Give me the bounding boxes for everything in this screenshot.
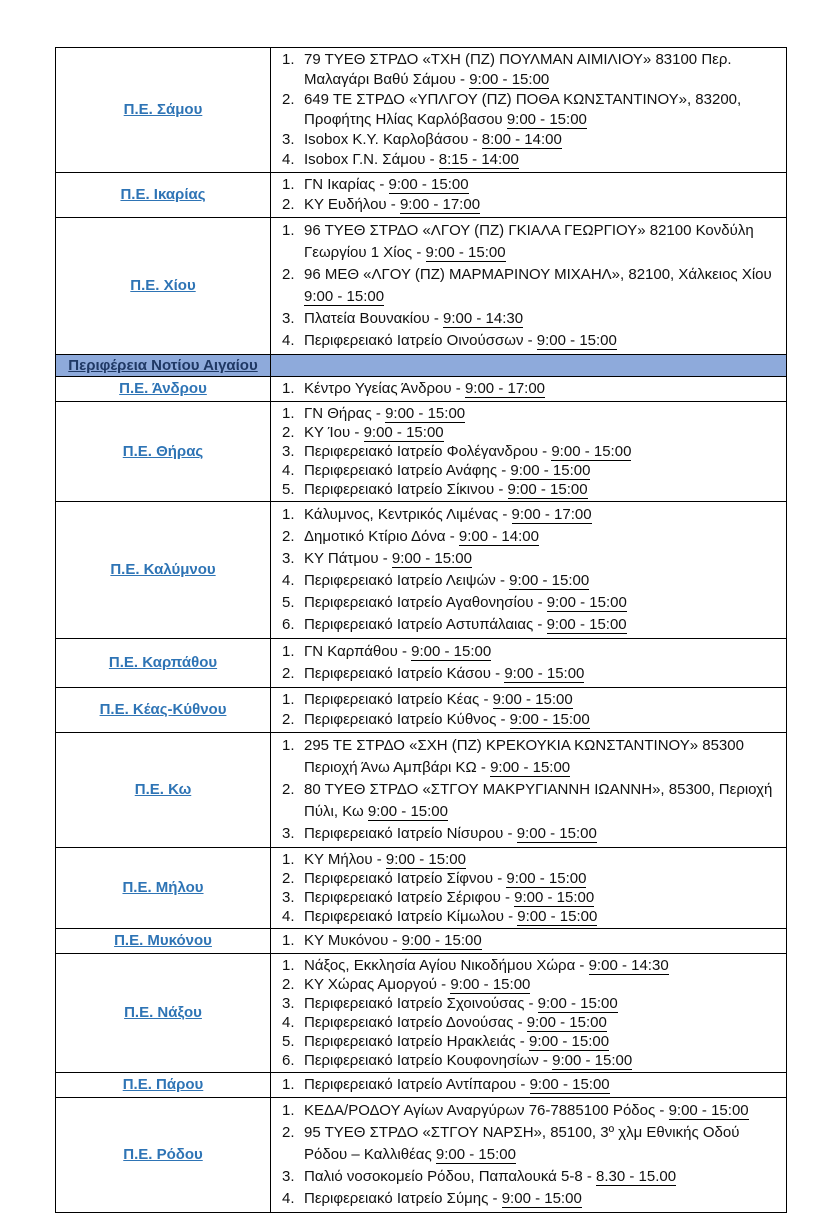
- facility-separator: -: [436, 976, 451, 993]
- facility-items-cell: [271, 639, 787, 688]
- facility-item: [304, 379, 780, 399]
- facility-items-cell: [271, 733, 787, 848]
- facility-hours: 9:00 - 15:00: [363, 424, 444, 441]
- facility-item: [304, 1122, 780, 1166]
- facility-name: Isobox Κ.Υ. Καρλοβάσου: [304, 131, 469, 148]
- facility-items-cell: [271, 688, 787, 733]
- facility-hours: 9:00 - 15:00: [551, 443, 632, 460]
- facility-separator: -: [350, 424, 364, 441]
- region-link[interactable]: Π.Ε. Σάμου: [123, 101, 203, 118]
- facility-name: Περιφερειακό Ιατρείο Σχοινούσας: [304, 995, 525, 1012]
- facility-name: ΓΝ Ικαρίας: [304, 176, 376, 193]
- region-link[interactable]: Π.Ε. Κέας-Κύθνου: [99, 701, 227, 718]
- facility-name: Περιφερειακό Ιατρείο Αστυπάλαιας: [304, 616, 534, 633]
- facility-item: [304, 869, 780, 888]
- facility-hours: 9:00 - 15:00: [552, 1052, 633, 1069]
- facility-item: [304, 779, 780, 823]
- facility-item: [304, 592, 780, 614]
- region-cell: [56, 848, 271, 929]
- facility-item: [304, 614, 780, 636]
- facility-hours: 9:00 - 15:00: [516, 825, 597, 842]
- facility-separator: -: [493, 870, 507, 887]
- facility-item: [304, 1166, 780, 1188]
- facility-separator: -: [468, 131, 482, 148]
- region-link[interactable]: Π.Ε. Ρόδου: [123, 1146, 203, 1163]
- region-row: [56, 48, 787, 173]
- facility-hours: 9:00 - 15:00: [450, 976, 531, 993]
- facility-name: ΚΥ Ευδήλου: [304, 196, 387, 213]
- region-link[interactable]: Π.Ε. Χίου: [130, 277, 196, 294]
- facility-hours: 8:15 - 14:00: [438, 151, 519, 168]
- facility-list: [271, 956, 780, 1070]
- facility-separator: -: [503, 908, 518, 925]
- facility-items-cell: [271, 848, 787, 929]
- region-link[interactable]: Π.Ε. Μυκόνου: [114, 932, 212, 949]
- facility-item: [304, 526, 780, 548]
- facility-hours: 9:00 - 15:00: [504, 665, 585, 682]
- facility-item: [304, 690, 780, 710]
- facility-separator: -: [495, 572, 510, 589]
- region-row: [56, 502, 787, 639]
- facility-item: [304, 1100, 780, 1122]
- facility-separator: -: [494, 481, 508, 498]
- facility-item: [304, 710, 780, 730]
- facility-separator: -: [655, 1102, 669, 1119]
- facility-name: Περιφερειακό Ιατρείο Σέριφου: [304, 889, 501, 906]
- facility-list: [271, 850, 780, 926]
- region-row: [56, 1073, 787, 1098]
- facility-item: [304, 850, 780, 869]
- region-link[interactable]: Π.Ε. Μήλου: [122, 879, 204, 896]
- facility-list: [271, 175, 780, 215]
- facility-list: [271, 1100, 780, 1210]
- facility-hours: 9:00 - 15:00: [401, 932, 482, 949]
- region-cell: [56, 733, 271, 848]
- facility-name: ΓΝ Καρπάθου: [304, 643, 398, 660]
- region-row: [56, 954, 787, 1073]
- facility-separator: -: [538, 1052, 553, 1069]
- facility-separator: -: [575, 957, 589, 974]
- facility-name: 649 ΤΕ ΣΤΡΔΟ «ΥΠΛΓΟΥ (ΠΖ) ΠΟΘΑ ΚΩΝΣΤΑΝΤΙΝΟΥ», 83200, Προφήτης Ηλίας Καρλόβασου: [304, 91, 742, 128]
- region-cell: [56, 48, 271, 173]
- facility-item: [304, 663, 780, 685]
- facility-item: [304, 570, 780, 592]
- facility-name: Περιφερειακό Ιατρείο Λειψών: [304, 572, 496, 589]
- facility-name: ΚΥ Μήλου: [304, 851, 373, 868]
- facility-separator: -: [378, 550, 392, 567]
- facility-item: [304, 264, 780, 308]
- region-link[interactable]: Π.Ε. Πάρου: [122, 1076, 204, 1093]
- facility-name: Περιφερειακό Ιατρείο Σίκινου: [304, 481, 495, 498]
- region-cell: [56, 377, 271, 402]
- facility-hours: 9:00 - 15:00: [517, 908, 598, 925]
- facility-item: [304, 735, 780, 779]
- facility-hours: 9:00 - 15:00: [385, 405, 466, 422]
- facility-name: ΚΥ Μυκόνου: [304, 932, 389, 949]
- facility-list: [271, 220, 780, 352]
- facility-hours: 9:00 - 15:00: [506, 870, 587, 887]
- region-link[interactable]: Π.Ε. Ικαρίας: [120, 186, 206, 203]
- facility-item: [304, 150, 780, 170]
- facility-name: Περιφερειακό Ιατρείο Φολέγανδρου: [304, 443, 538, 460]
- region-row: [56, 377, 787, 402]
- facility-item: [304, 1051, 780, 1070]
- facility-hours: 9:00 - 15:00: [529, 1076, 610, 1093]
- facility-separator: -: [397, 643, 412, 660]
- section-band-row: [56, 355, 787, 377]
- facility-name: Περιφερειακό Ιατρείο Αγαθονησίου: [304, 594, 534, 611]
- facility-hours: 9:00 - 15:00: [514, 889, 595, 906]
- facility-list: [271, 1075, 780, 1095]
- facility-name: Περιφερειακό Ιατρείο Ανάφης: [304, 462, 498, 479]
- facility-name: Περιφερειακό Ιατρείο Αντίπαρου: [304, 1076, 517, 1093]
- facility-list: [271, 641, 780, 685]
- facility-name: Περιφερειακό Ιατρείο Κίμωλου: [304, 908, 504, 925]
- facility-items-cell: [271, 954, 787, 1073]
- facility-item: [304, 175, 780, 195]
- facility-hours: 9:00 - 15:00: [425, 244, 506, 261]
- facility-hours: 9:00 - 15:00: [367, 803, 448, 820]
- facility-item: [304, 641, 780, 663]
- facility-separator: -: [516, 1076, 530, 1093]
- facility-name: Περιφερειακό Ιατρείο Σίφνου: [304, 870, 494, 887]
- facility-item: [304, 1075, 780, 1095]
- region-link[interactable]: Π.Ε. Κω: [134, 781, 192, 798]
- facility-separator: -: [412, 244, 426, 261]
- region-link[interactable]: Π.Ε. Άνδρου: [119, 380, 207, 397]
- facility-hours: 8:00 - 14:00: [481, 131, 562, 148]
- facility-separator: -: [533, 616, 547, 633]
- facility-name: Κάλυμνος, Κεντρικός Λιμένας: [304, 506, 499, 523]
- facility-name: ΚΕΔΑ/ΡΟΔΟΥ Αγίων Αναργύρων 76-7885100 Ρόδος: [304, 1102, 656, 1119]
- facility-item: [304, 90, 780, 130]
- facility-separator: -: [582, 1168, 597, 1185]
- facility-item: [304, 1188, 780, 1210]
- facility-list: [271, 931, 780, 951]
- facility-hours: 9:00 - 15:00: [546, 616, 627, 633]
- facility-item: [304, 50, 780, 90]
- facility-list: [271, 735, 780, 845]
- facility-item: [304, 994, 780, 1013]
- facility-separator: -: [513, 1014, 527, 1031]
- facility-hours: 9:00 - 15:00: [537, 995, 618, 1012]
- region-row: [56, 639, 787, 688]
- facility-items-cell: [271, 173, 787, 218]
- facility-separator: -: [500, 889, 515, 906]
- facility-item: [304, 975, 780, 994]
- facility-hours: 9:00 - 15:00: [385, 851, 466, 868]
- facility-separator: -: [538, 443, 552, 460]
- region-link[interactable]: Π.Ε. Καλύμνου: [110, 561, 216, 578]
- region-cell: [56, 402, 271, 502]
- facility-hours: 9:00 - 15:00: [507, 481, 588, 498]
- region-cell: [56, 929, 271, 954]
- facility-hours: 9:00 - 17:00: [511, 506, 592, 523]
- facility-separator: -: [503, 825, 517, 842]
- facility-hours: 9:00 - 15:00: [509, 711, 590, 728]
- region-row: [56, 848, 787, 929]
- facility-name: Περιφερειακό Ιατρείο Κάσου: [304, 665, 491, 682]
- facility-separator: -: [371, 405, 386, 422]
- section-band-spacer: [271, 355, 787, 377]
- facility-hours: 9:00 - 15:00: [435, 1146, 516, 1163]
- facility-hours: 9:00 - 15:00: [469, 71, 550, 88]
- facility-separator: -: [524, 995, 538, 1012]
- region-link[interactable]: Π.Ε. Νάξου: [124, 1004, 202, 1021]
- facilities-table-body: [56, 48, 787, 1213]
- facility-item: [304, 1013, 780, 1032]
- facility-hours: 9:00 - 17:00: [464, 380, 546, 397]
- facility-item: [304, 195, 780, 215]
- region-cell: [56, 688, 271, 733]
- region-link[interactable]: Π.Ε. Θήρας: [122, 442, 204, 460]
- facility-hours: 9:00 - 17:00: [399, 196, 481, 213]
- facility-name: Περιφερειακό Ιατρείο Ηρακλειάς: [304, 1033, 516, 1050]
- facility-items-cell: [271, 402, 787, 502]
- region-cell: [56, 954, 271, 1073]
- facility-separator: -: [445, 528, 459, 545]
- facility-name: Δημοτικό Κτίριο Δόνα: [304, 528, 446, 545]
- facility-item: [304, 423, 780, 442]
- facility-name: Περιφερειακό Ιατρείο Κέας: [304, 691, 480, 708]
- region-row: [56, 218, 787, 355]
- facility-item: [304, 823, 780, 845]
- facility-items-cell: [271, 1098, 787, 1213]
- region-cell: [56, 173, 271, 218]
- facility-list: [271, 690, 780, 730]
- facility-item: [304, 548, 780, 570]
- facility-separator: -: [496, 711, 510, 728]
- section-band-cell: [56, 355, 271, 377]
- facility-separator: -: [425, 151, 439, 168]
- facility-hours: 9:00 - 15:00: [501, 1190, 582, 1207]
- region-link[interactable]: Π.Ε. Καρπάθου: [108, 654, 218, 671]
- facility-item: [304, 130, 780, 150]
- facility-separator: -: [372, 851, 386, 868]
- facility-item: [304, 330, 780, 352]
- facility-hours: 9:00 - 15:00: [490, 759, 571, 776]
- facilities-table: [55, 47, 787, 1213]
- facility-hours: 9:00 - 15:00: [546, 594, 627, 611]
- facility-item: [304, 220, 780, 264]
- facility-items-cell: [271, 377, 787, 402]
- facility-name: ΚΥ Χώρας Αμοργού: [304, 976, 437, 993]
- region-cell: [56, 639, 271, 688]
- facility-item: [304, 1032, 780, 1051]
- facility-separator: -: [515, 1033, 529, 1050]
- facility-name: ΚΥ Πάτμου: [304, 550, 379, 567]
- facility-name: Περιφερειακό Ιατρείο Δονούσας: [304, 1014, 514, 1031]
- facility-separator: -: [429, 310, 444, 327]
- facility-list: [271, 379, 780, 399]
- facility-hours: 9:00 - 15:00: [536, 332, 617, 349]
- facility-separator: -: [488, 1190, 502, 1207]
- facility-name: 96 ΤΥΕΘ ΣΤΡΔΟ «ΛΓΟΥ (ΠΖ) ΓΚΙΑΛΑ ΓΕΩΡΓΙΟΥ» 82100 Κονδύλη Γεωργίου 1 Χίος: [304, 222, 754, 261]
- facility-hours: 9:00 - 15:00: [526, 1014, 607, 1031]
- facility-hours: 9:00 - 14:30: [443, 310, 524, 327]
- facility-list: [271, 50, 780, 170]
- facility-item: [304, 308, 780, 330]
- facility-hours: 8.30 - 15.00: [596, 1168, 677, 1185]
- facility-items-cell: [271, 1073, 787, 1098]
- facility-hours: 9:00 - 15:00: [528, 1033, 610, 1050]
- region-row: [56, 173, 787, 218]
- facility-hours: 9:00 - 15:00: [510, 462, 591, 479]
- facility-hours: 9:00 - 14:00: [458, 528, 539, 545]
- facility-item: [304, 956, 780, 975]
- facility-separator: -: [523, 332, 537, 349]
- facility-item: [304, 504, 780, 526]
- facility-item: [304, 461, 780, 480]
- region-row: [56, 402, 787, 502]
- facility-items-cell: [271, 502, 787, 639]
- facility-item: [304, 931, 780, 951]
- region-row: [56, 929, 787, 954]
- facility-name: 96 ΜΕΘ «ΛΓΟΥ (ΠΖ) ΜΑΡΜΑΡΙΝΟΥ ΜΙΧΑΗΛ», 82100, Χάλκειος Χίου: [304, 266, 772, 283]
- facility-name: Περιφερειακό Ιατρείο Σύμης: [304, 1190, 489, 1207]
- region-row: [56, 1098, 787, 1213]
- facility-name: Περιφερειακό Ιατρείο Κουφονησίων: [304, 1052, 539, 1069]
- facility-list: [271, 504, 780, 636]
- facility-name: Περιφερειακό Ιατρείο Οινούσσων: [304, 332, 524, 349]
- facility-hours: 9:00 - 15:00: [668, 1102, 749, 1119]
- facility-items-cell: [271, 48, 787, 173]
- facility-separator: -: [451, 380, 465, 397]
- facility-name: 79 ΤΥΕΘ ΣΤΡΔΟ «ΤΧΗ (ΠΖ) ΠΟΥΛΜΑΝ ΑΙΜΙΛΙΟΥ» 83100 Περ. Μαλαγάρι Βαθύ Σάμου: [304, 51, 732, 88]
- facility-name: 80 ΤΥΕΘ ΣΤΡΔΟ «ΣΤΓΟΥ ΜΑΚΡΥΓΙΑΝΝΗ ΙΩΑΝΝΗ», 85300, Περιοχή Πύλι, Κω: [304, 781, 773, 820]
- region-cell: [56, 1073, 271, 1098]
- facility-name: 295 ΤΕ ΣΤΡΔΟ «ΣΧΗ (ΠΖ) ΚΡΕΚΟΥΚΙΑ ΚΩΝΣΤΑΝΤΙΝΟΥ» 85300 Περιοχή Άνω Αμπβάρι ΚΩ: [304, 737, 744, 776]
- facility-separator: -: [455, 71, 470, 88]
- region-row: [56, 733, 787, 848]
- facility-separator: -: [386, 196, 400, 213]
- facility-name: Κέντρο Υγείας Άνδρου: [304, 380, 452, 397]
- facility-items-cell: [271, 218, 787, 355]
- facility-items-cell: [271, 929, 787, 954]
- facility-item: [304, 442, 780, 461]
- facility-name: Νάξος, Εκκλησία Αγίου Νικοδήμου Χώρα: [304, 957, 576, 974]
- facility-separator: -: [497, 462, 511, 479]
- section-band-label: Περιφέρεια Νοτίου Αιγαίου: [68, 357, 258, 374]
- facility-name: 95 ΤΥΕΘ ΣΤΡΔΟ «ΣΤΓΟΥ ΝΑΡΣΗ», 85100, 3º χλμ Εθνικής Οδού Ρόδου – Καλλιθέας: [304, 1124, 740, 1163]
- region-cell: [56, 1098, 271, 1213]
- region-cell: [56, 502, 271, 639]
- facility-list: [271, 404, 780, 499]
- facility-hours: 9:00 - 15:00: [492, 691, 573, 708]
- facility-item: [304, 404, 780, 423]
- facility-hours: 9:00 - 15:00: [411, 643, 492, 660]
- facility-name: ΓΝ Θήρας: [304, 405, 372, 422]
- facility-name: Περιφερειακό Ιατρείο Κύθνος: [304, 711, 497, 728]
- facility-hours: 9:00 - 15:00: [388, 176, 469, 193]
- facility-name: Isobox Γ.Ν. Σάμου: [304, 151, 426, 168]
- facility-hours: 9:00 - 15:00: [304, 288, 385, 305]
- facility-item: [304, 907, 780, 926]
- facility-separator: -: [498, 506, 512, 523]
- facility-item: [304, 480, 780, 499]
- facility-separator: -: [388, 932, 402, 949]
- facility-hours: 9:00 - 14:30: [588, 957, 669, 974]
- facility-separator: -: [375, 176, 389, 193]
- region-row: [56, 688, 787, 733]
- facility-separator: -: [476, 759, 491, 776]
- facility-hours: 9:00 - 15:00: [506, 111, 587, 128]
- facility-name: Παλιό νοσοκομείο Ρόδου, Παπαλουκά 5-8: [304, 1168, 583, 1185]
- facility-item: [304, 888, 780, 907]
- facility-separator: -: [533, 594, 547, 611]
- facility-hours: 9:00 - 15:00: [391, 550, 472, 567]
- region-cell: [56, 218, 271, 355]
- facility-separator: -: [490, 665, 505, 682]
- facility-name: Πλατεία Βουνακίου: [304, 310, 430, 327]
- facility-name: Περιφερειακό Ιατρείο Νίσυρου: [304, 825, 504, 842]
- facility-separator: -: [479, 691, 493, 708]
- facility-hours: 9:00 - 15:00: [509, 572, 590, 589]
- facility-name: ΚΥ Ίου: [304, 424, 351, 441]
